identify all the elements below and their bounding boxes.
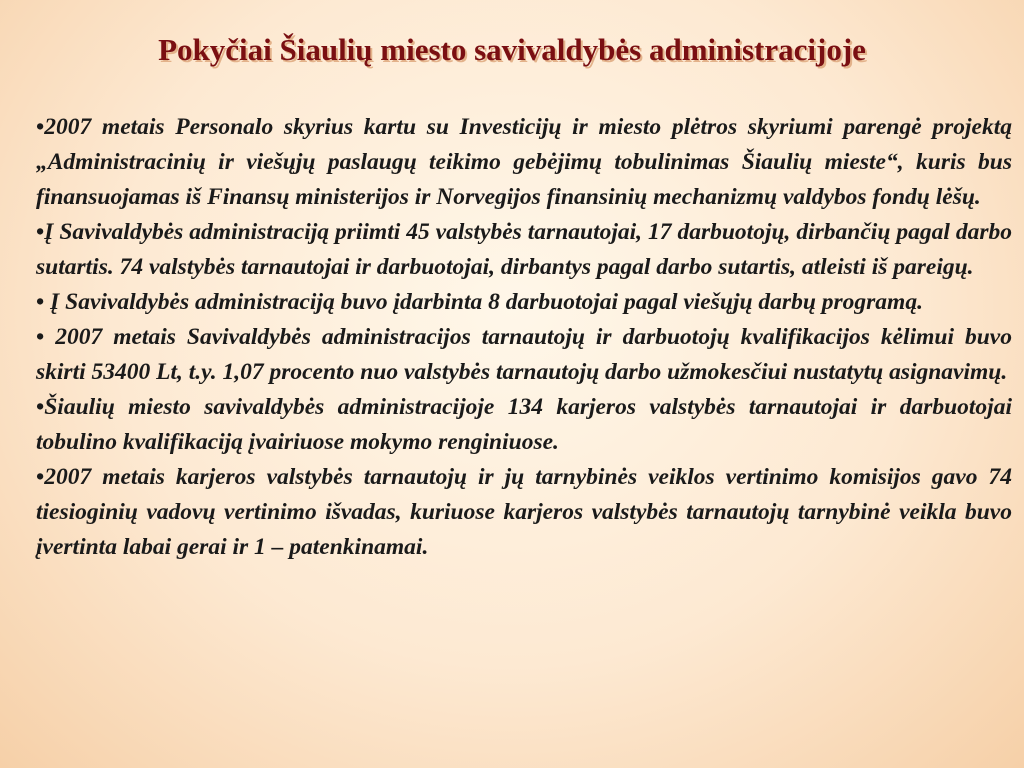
bullet-text: Į Savivaldybės administraciją priimti 45 valstybės tarnautojai, 17 darbuotojų, dirbančių pagal darbo sutartis. 74 valstybės tarnautojai ir darbuotojai, dirbantys pagal darbo sutartis, atleisti iš pareigų. xyxy=(36,219,1012,280)
bullet-list xyxy=(36,110,1012,565)
bullet-item xyxy=(36,285,1012,320)
bullet-text: 2007 metais Savivaldybės administracijos tarnautojų ir darbuotojų kvalifikacijos kėlimui buvo skirti 53400 Lt, t.y. 1,07 procento nuo valstybės tarnautojų darbo užmokesčiui nustatytų asignavimų. xyxy=(36,324,1012,385)
bullet-marker: • xyxy=(36,114,45,140)
bullet-item xyxy=(36,215,1012,285)
bullet-item xyxy=(36,320,1012,390)
bullet-item xyxy=(36,110,1012,215)
bullet-marker: • xyxy=(36,289,45,315)
bullet-text: 2007 metais Personalo skyrius kartu su Investicijų ir miesto plėtros skyriumi parengė projektą „Administracinių ir viešųjų paslaugų teikimo gebėjimų tobulinimas Šiaulių mieste“, kuris bus finansuojamas iš Finansų ministerijos ir Norvegijos finansinių mechanizmų valdybos fondų lėšų. xyxy=(36,114,1012,210)
bullet-text: Šiaulių miesto savivaldybės administracijoje 134 karjeros valstybės tarnautojai ir darbuotojai tobulino kvalifikaciją įvairiuose mokymo renginiuose. xyxy=(36,394,1012,455)
bullet-item xyxy=(36,460,1012,565)
bullet-marker: • xyxy=(36,394,45,420)
slide-title: Pokyčiai Šiaulių miesto savivaldybės administracijoje xyxy=(158,32,866,67)
bullet-marker: • xyxy=(36,324,45,350)
bullet-text: 2007 metais karjeros valstybės tarnautojų ir jų tarnybinės veiklos vertinimo komisijos gavo 74 tiesioginių vadovų vertinimo išvadas, kuriuose karjeros valstybės tarnautojų tarnybinė veikla buvo įvertinta labai gerai ir 1 – patenkinamai. xyxy=(36,464,1012,560)
bullet-text: Į Savivaldybės administraciją buvo įdarbinta 8 darbuotojai pagal viešųjų darbų programą. xyxy=(44,289,923,315)
bullet-marker: • xyxy=(36,464,45,490)
bullet-item xyxy=(36,390,1012,460)
bullet-marker: • xyxy=(36,219,45,245)
